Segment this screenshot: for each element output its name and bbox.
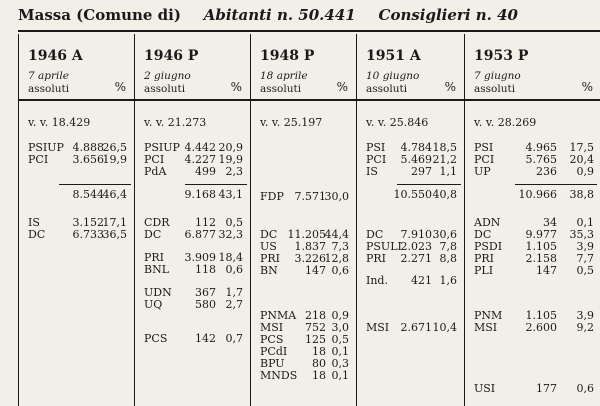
vote-percent: 38,8 (569, 188, 594, 201)
vote-percent: 44,4 (324, 228, 349, 241)
party-name: PRI (474, 252, 495, 265)
party-name: MSI (260, 321, 284, 334)
party-name: PCI (366, 153, 387, 166)
assoluti-label: assoluti (28, 83, 70, 95)
vote-count: 11.205 (287, 228, 326, 241)
result-row (19, 228, 134, 241)
party-name: FDP (260, 190, 284, 203)
vote-count: 34 (543, 216, 557, 229)
vote-percent: 1,7 (225, 286, 243, 299)
party-name: UQ (144, 298, 163, 311)
election-date: 18 aprile (260, 70, 308, 82)
party-name: PNM (474, 309, 503, 322)
party-name: ADN (474, 216, 501, 229)
percent-label: % (581, 80, 593, 94)
vote-count: 2.158 (525, 252, 557, 265)
vote-count: 367 (195, 286, 216, 299)
vote-percent: 8,8 (439, 252, 457, 265)
result-row (357, 188, 464, 201)
vote-percent: 30,0 (324, 190, 349, 203)
vote-count: 9.977 (525, 228, 557, 241)
result-row (19, 188, 134, 201)
party-name: PCI (28, 153, 49, 166)
valid-votes: v. v. 25.846 (366, 116, 429, 129)
vote-count: 236 (536, 165, 557, 178)
vote-count: 1.105 (525, 309, 557, 322)
election-year: 1948 P (260, 48, 315, 64)
vote-count: 580 (195, 298, 216, 311)
vote-percent: 3,9 (576, 240, 594, 253)
vote-percent: 7,8 (439, 240, 457, 253)
party-name: PCdI (260, 345, 288, 358)
vote-percent: 0,1 (331, 345, 349, 358)
party-name: PLI (474, 264, 494, 277)
result-row (465, 264, 600, 277)
vote-count: 218 (305, 309, 326, 322)
result-row (251, 369, 356, 382)
party-name: BN (260, 264, 278, 277)
party-name: IS (366, 165, 378, 178)
header-divider (465, 99, 600, 101)
vote-count: 177 (536, 382, 557, 395)
party-name: MSI (474, 321, 498, 334)
page-header (18, 4, 598, 26)
result-row (135, 228, 250, 241)
vote-count: 8.544 (72, 188, 104, 201)
header-divider (357, 99, 464, 101)
percent-label: % (230, 80, 242, 94)
party-name: Ind. (366, 274, 388, 287)
vote-count: 4.888 (72, 141, 104, 154)
vote-count: 4.965 (525, 141, 557, 154)
vote-percent: 7,3 (331, 240, 349, 253)
election-column (19, 34, 135, 406)
header-rule (18, 30, 600, 32)
assoluti-label: assoluti (474, 83, 516, 95)
party-name: PdA (144, 165, 167, 178)
vote-percent: 18,4 (218, 251, 243, 264)
result-row (465, 165, 600, 178)
vote-count: 3.226 (294, 252, 326, 265)
vote-count: 2.271 (400, 252, 432, 265)
vote-percent: 0,7 (225, 332, 243, 345)
consiglieri-count: Consiglieri n. 40 (378, 6, 518, 24)
header-divider (19, 99, 134, 101)
election-results-table (18, 34, 600, 406)
vote-percent: 0,6 (331, 264, 349, 277)
election-column (251, 34, 357, 406)
vote-percent: 0,5 (331, 333, 349, 346)
party-name: DC (366, 228, 384, 241)
vote-percent: 32,3 (218, 228, 243, 241)
vote-count: 18 (312, 369, 326, 382)
vote-percent: 26,5 (102, 141, 127, 154)
election-year: 1951 A (366, 48, 421, 64)
vote-count: 112 (195, 216, 216, 229)
vote-percent: 17,5 (569, 141, 594, 154)
party-name: PSI (474, 141, 494, 154)
vote-count: 6.877 (184, 228, 216, 241)
party-name: UP (474, 165, 491, 178)
party-name: PRI (144, 251, 165, 264)
abitanti-count: Abitanti n. 50.441 (203, 6, 356, 24)
result-row (357, 321, 464, 334)
vote-count: 147 (536, 264, 557, 277)
vote-count: 18 (312, 345, 326, 358)
vote-count: 9.168 (184, 188, 216, 201)
column-header (357, 34, 464, 100)
vote-percent: 20,9 (218, 141, 243, 154)
party-name: PRI (366, 252, 387, 265)
result-row (465, 382, 600, 395)
vote-count: 2.671 (400, 321, 432, 334)
vote-count: 80 (312, 357, 326, 370)
assoluti-label: assoluti (144, 83, 186, 95)
party-name: UDN (144, 286, 172, 299)
party-name: CDR (144, 216, 170, 229)
vote-count: 2.600 (525, 321, 557, 334)
valid-votes: v. v. 21.273 (144, 116, 207, 129)
result-row (135, 298, 250, 311)
vote-count: 421 (411, 274, 432, 287)
party-name: PSI (366, 141, 386, 154)
election-year: 1946 A (28, 48, 83, 64)
vote-count: 4.784 (400, 141, 432, 154)
party-name: PSULI (366, 240, 402, 253)
valid-votes: v. v. 18.429 (28, 116, 91, 129)
vote-count: 3.152 (72, 216, 104, 229)
vote-count: 10.966 (518, 188, 557, 201)
vote-percent: 2,3 (225, 165, 243, 178)
percent-label: % (444, 80, 456, 94)
vote-count: 147 (305, 264, 326, 277)
header-divider (251, 99, 356, 101)
party-name: PSDI (474, 240, 503, 253)
vote-count: 7.571 (294, 190, 326, 203)
party-name: MNDS (260, 369, 298, 382)
vote-percent: 0,6 (576, 382, 594, 395)
vote-count: 2.023 (400, 240, 432, 253)
vote-count: 7.910 (400, 228, 432, 241)
party-name: BNL (144, 263, 170, 276)
party-name: IS (28, 216, 40, 229)
subtotal-rule (397, 184, 461, 185)
election-date: 7 aprile (28, 70, 69, 82)
election-year: 1946 P (144, 48, 199, 64)
party-name: USI (474, 382, 496, 395)
election-column (357, 34, 465, 406)
vote-percent: 21,2 (432, 153, 457, 166)
vote-count: 3.656 (72, 153, 104, 166)
vote-percent: 2,7 (225, 298, 243, 311)
result-row (465, 321, 600, 334)
vote-count: 752 (305, 321, 326, 334)
party-name: DC (474, 228, 492, 241)
vote-count: 4.227 (184, 153, 216, 166)
column-header (19, 34, 134, 100)
vote-percent: 12,8 (324, 252, 349, 265)
vote-percent: 0,1 (576, 216, 594, 229)
vote-percent: 3,0 (331, 321, 349, 334)
election-year: 1953 P (474, 48, 529, 64)
assoluti-label: assoluti (260, 83, 302, 95)
column-header (135, 34, 250, 100)
vote-count: 499 (195, 165, 216, 178)
party-name: US (260, 240, 277, 253)
vote-count: 4.442 (184, 141, 216, 154)
valid-votes: v. v. 25.197 (260, 116, 323, 129)
result-row (135, 263, 250, 276)
election-date: 2 giugno (144, 70, 191, 82)
vote-percent: 36,5 (102, 228, 127, 241)
vote-count: 3.909 (184, 251, 216, 264)
vote-count: 125 (305, 333, 326, 346)
party-name: PCS (260, 333, 284, 346)
vote-percent: 0,5 (576, 264, 594, 277)
vote-percent: 18,5 (432, 141, 457, 154)
subtotal-rule (185, 184, 247, 185)
vote-percent: 20,4 (569, 153, 594, 166)
header-divider (135, 99, 250, 101)
party-name: BPU (260, 357, 285, 370)
party-name: MSI (366, 321, 390, 334)
column-header (251, 34, 356, 100)
subtotal-rule (515, 184, 597, 185)
vote-percent: 0,3 (331, 357, 349, 370)
vote-count: 1.105 (525, 240, 557, 253)
vote-percent: 19,9 (218, 153, 243, 166)
vote-percent: 40,8 (432, 188, 457, 201)
vote-percent: 0,9 (576, 165, 594, 178)
vote-percent: 1,1 (439, 165, 457, 178)
vote-count: 118 (195, 263, 216, 276)
subtotal-rule (59, 184, 131, 185)
result-row (135, 332, 250, 345)
vote-percent: 3,9 (576, 309, 594, 322)
party-name: PSIUP (144, 141, 180, 154)
vote-percent: 35,3 (569, 228, 594, 241)
vote-percent: 17,1 (102, 216, 127, 229)
valid-votes: v. v. 28.269 (474, 116, 537, 129)
percent-label: % (114, 80, 126, 94)
vote-percent: 10,4 (432, 321, 457, 334)
party-name: DC (260, 228, 278, 241)
election-date: 7 giugno (474, 70, 521, 82)
column-header (465, 34, 600, 100)
vote-percent: 0,5 (225, 216, 243, 229)
vote-percent: 9,2 (576, 321, 594, 334)
vote-percent: 30,6 (432, 228, 457, 241)
vote-count: 297 (411, 165, 432, 178)
party-name: PCI (474, 153, 495, 166)
party-name: PCS (144, 332, 168, 345)
result-row (357, 165, 464, 178)
election-date: 10 giugno (366, 70, 420, 82)
vote-percent: 0,9 (331, 309, 349, 322)
election-column (135, 34, 251, 406)
assoluti-label: assoluti (366, 83, 408, 95)
vote-percent: 0,1 (331, 369, 349, 382)
vote-percent: 1,6 (439, 274, 457, 287)
comune-name: Massa (Comune di) (18, 6, 181, 24)
vote-count: 5.765 (525, 153, 557, 166)
result-row (357, 252, 464, 265)
election-column (465, 34, 600, 406)
party-name: PSIUP (28, 141, 64, 154)
party-name: DC (144, 228, 162, 241)
vote-percent: 46,4 (102, 188, 127, 201)
result-row (357, 274, 464, 287)
result-row (251, 264, 356, 277)
vote-percent: 19,9 (102, 153, 127, 166)
vote-percent: 43,1 (218, 188, 243, 201)
result-row (19, 153, 134, 166)
vote-count: 142 (195, 332, 216, 345)
vote-count: 6.733 (72, 228, 104, 241)
result-row (135, 165, 250, 178)
party-name: DC (28, 228, 46, 241)
party-name: PCI (144, 153, 165, 166)
vote-percent: 7,7 (576, 252, 594, 265)
vote-count: 5.469 (400, 153, 432, 166)
party-name: PRI (260, 252, 281, 265)
result-row (465, 188, 600, 201)
vote-count: 10.550 (393, 188, 432, 201)
result-row (135, 188, 250, 201)
percent-label: % (336, 80, 348, 94)
vote-percent: 0,6 (225, 263, 243, 276)
party-name: PNMA (260, 309, 297, 322)
result-row (251, 190, 356, 203)
vote-count: 1.837 (294, 240, 326, 253)
